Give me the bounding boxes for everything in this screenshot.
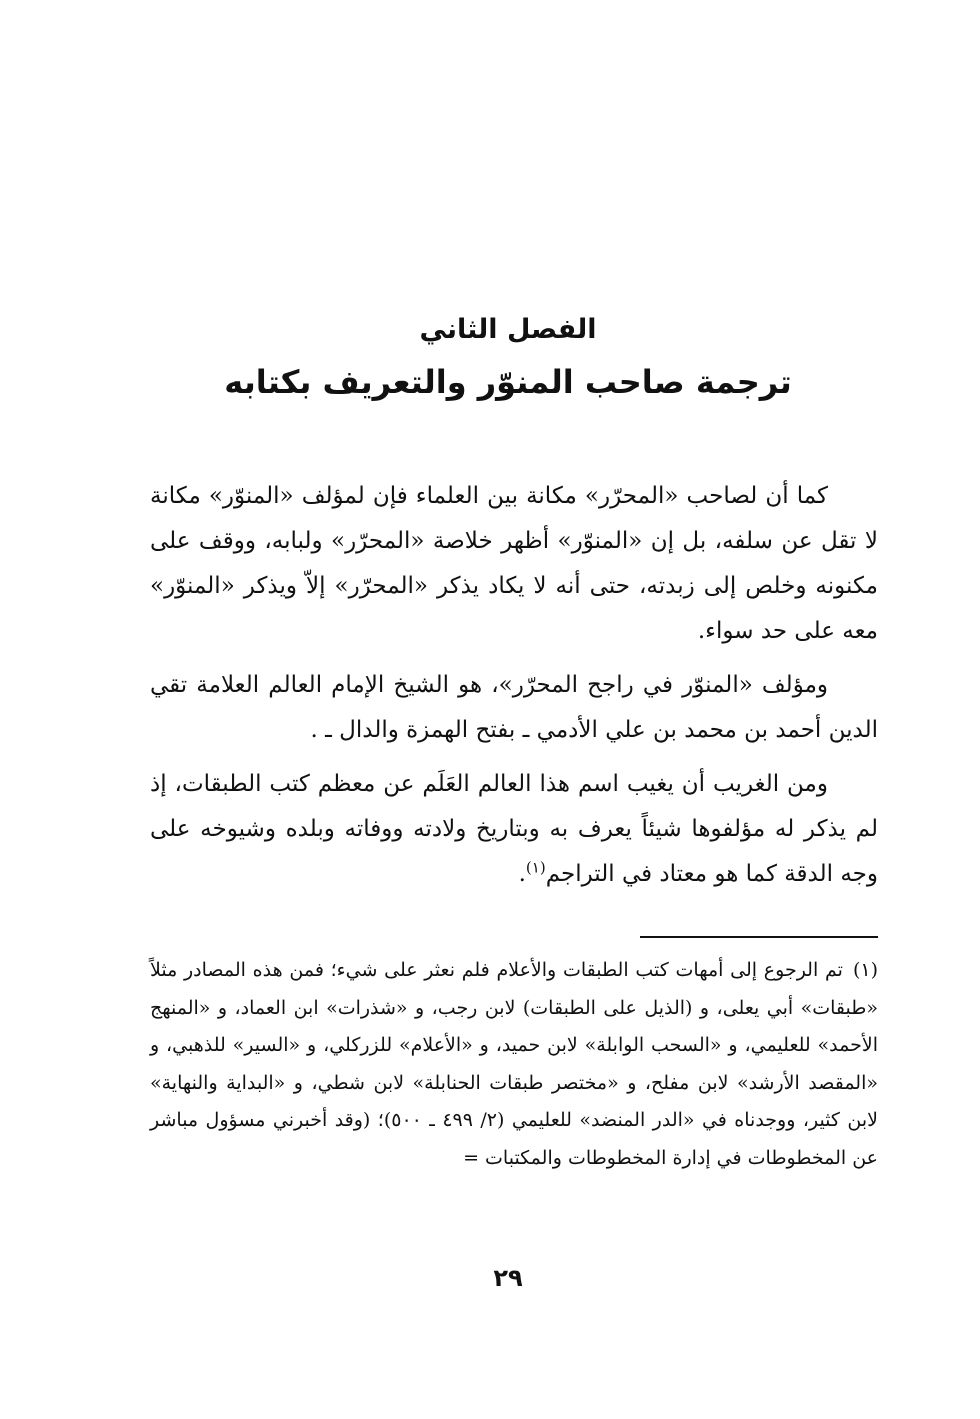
footnote-reference[interactable]: (١) xyxy=(525,858,546,877)
paragraph-3-text: ومن الغريب أن يغيب اسم هذا العالم العَلَم عن معظم كتب الطبقات، إذ لم يذكر له مؤلفوها شيئاً يعرف به وبتاريخ ولادته ووفاته وبلده وشيوخه على وجه الدقة كما هو معتاد في التراجم xyxy=(150,771,878,887)
footnote-text: تم الرجوع إلى أمهات كتب الطبقات والأعلام فلم نعثر على شيء؛ فمن هذه المصادر مثلاً «طبقات» أبي يعلى، و (الذيل على الطبقات) لابن رجب، و «شذرات» ابن العماد، و «المنهج الأحمد» للعليمي، و «السحب الوابلة» لابن حميد، و «الأعلام» للزركلي، و «السير» للذهبي، و «المقصد الأرشد» لابن مفلح، و «مختصر طبقات الحنابلة» لابن شطي، و «البداية والنهاية» لابن كثير، ووجدناه في «الدر المنضد» للعليمي (٢/ ٤٩٩ ـ ٥٠٠)؛ (وقد أخبرني مسؤول مباشر عن المخطوطات في إدارة المخطوطات والمكتبات = xyxy=(150,959,878,1169)
page-number: ٢٩ xyxy=(493,1264,523,1292)
footnote xyxy=(150,952,878,1177)
paragraph-3 xyxy=(150,762,878,897)
footnote-marker: (١) xyxy=(852,959,878,981)
paragraph-3-end: . xyxy=(518,861,526,887)
footnote-separator xyxy=(640,936,878,938)
chapter-title: ترجمة صاحب المنوّر والتعريف بكتابه xyxy=(224,363,792,401)
paragraph-1: كما أن لصاحب «المحرّر» مكانة بين العلماء فإن لمؤلف «المنوّر» مكانة لا تقل عن سلفه، بل إن «المنوّر» أظهر خلاصة «المحرّر» ولبابه، ووقف على مكنونه وخلص إلى زبدته، حتى أنه لا يكاد يذكر «المحرّر» إلاّ ويذكر «المنوّر» معه على حد سواء. xyxy=(150,483,878,644)
paragraph-2: ومؤلف «المنوّر في راجح المحرّر»، هو الشيخ الإمام العالم العلامة تقي الدين أحمد بن محمد بن علي الأدمي ـ بفتح الهمزة والدال ـ . xyxy=(150,672,878,743)
chapter-label: الفصل الثاني xyxy=(419,314,597,345)
body-text xyxy=(150,474,878,906)
